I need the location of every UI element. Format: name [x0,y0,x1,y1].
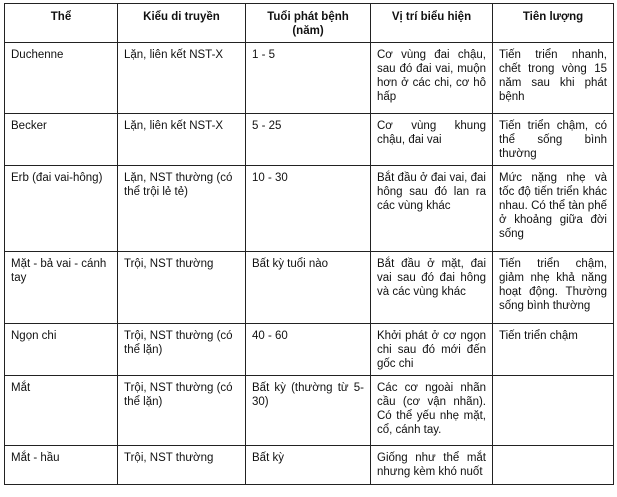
cell-onset-age: 5 - 25 [246,114,371,166]
cell-prognosis: Tiến triển chậm, có thể sống bình thường [493,114,614,166]
table-row [5,324,614,376]
header-row [5,4,614,43]
cell-type: Erb (đai vai-hông) [5,166,118,252]
cell-inheritance: Trội, NST thường (có thể lặn) [118,376,246,446]
cell-location: Giống như thể mắt nhưng kèm khó nuốt [371,446,493,485]
cell-inheritance: Lặn, NST thường (có thể trội lẻ tẻ) [118,166,246,252]
muscular-dystrophy-table [4,3,614,485]
header-inheritance: Kiểu di truyền [118,4,246,43]
cell-prognosis: Mức nặng nhẹ và tốc độ tiến triển khác nhau. Có thể tàn phế ở khoảng giữa đời sống [493,166,614,252]
cell-inheritance: Trội, NST thường (có thể lặn) [118,324,246,376]
cell-onset-age: 1 - 5 [246,43,371,114]
cell-prognosis [493,446,614,485]
cell-location: Cơ vùng khung chậu, đai vai [371,114,493,166]
cell-location: Bắt đầu ở đai vai, đai hông sau đó lan ra các vùng khác [371,166,493,252]
cell-type: Ngọn chi [5,324,118,376]
cell-prognosis: Tiến triển nhanh, chết trong vòng 15 năm sau khi phát bệnh [493,43,614,114]
cell-onset-age: 40 - 60 [246,324,371,376]
cell-type: Duchenne [5,43,118,114]
header-onset-age: Tuổi phát bệnh (năm) [246,4,371,43]
cell-inheritance: Lặn, liên kết NST-X [118,114,246,166]
cell-location: Cơ vùng đai chậu, sau đó đai vai, muộn hơn ở các chi, cơ hô hấp [371,43,493,114]
cell-inheritance: Lặn, liên kết NST-X [118,43,246,114]
cell-onset-age: Bất kỳ (thường từ 5-30) [246,376,371,446]
cell-onset-age: Bất kỳ [246,446,371,485]
cell-onset-age: Bất kỳ tuổi nào [246,252,371,324]
header-type: Thể [5,4,118,43]
cell-onset-age: 10 - 30 [246,166,371,252]
cell-inheritance: Trội, NST thường [118,446,246,485]
cell-prognosis: Tiến triển chậm [493,324,614,376]
header-prognosis: Tiên lượng [493,4,614,43]
table-row [5,376,614,446]
table-row [5,166,614,252]
cell-type: Becker [5,114,118,166]
cell-type: Mắt - hầu [5,446,118,485]
table-row [5,446,614,485]
cell-inheritance: Trội, NST thường [118,252,246,324]
header-location: Vị trí biểu hiện [371,4,493,43]
cell-location: Các cơ ngoài nhãn cầu (cơ vận nhãn). Có thể yếu nhẹ mặt, cổ, cánh tay. [371,376,493,446]
cell-type: Mặt - bả vai - cánh tay [5,252,118,324]
cell-type: Mắt [5,376,118,446]
table-row [5,252,614,324]
cell-location: Bắt đầu ở mặt, đai vai sau đó đai hông và các vùng khác [371,252,493,324]
table-row [5,114,614,166]
cell-prognosis [493,376,614,446]
cell-prognosis: Tiến triển chậm, giảm nhẹ khả năng hoạt động. Thường sống bình thường [493,252,614,324]
cell-location: Khởi phát ở cơ ngọn chi sau đó mới đến gốc chi [371,324,493,376]
muscular-dystrophy-table-container [4,3,613,485]
table-row [5,43,614,114]
